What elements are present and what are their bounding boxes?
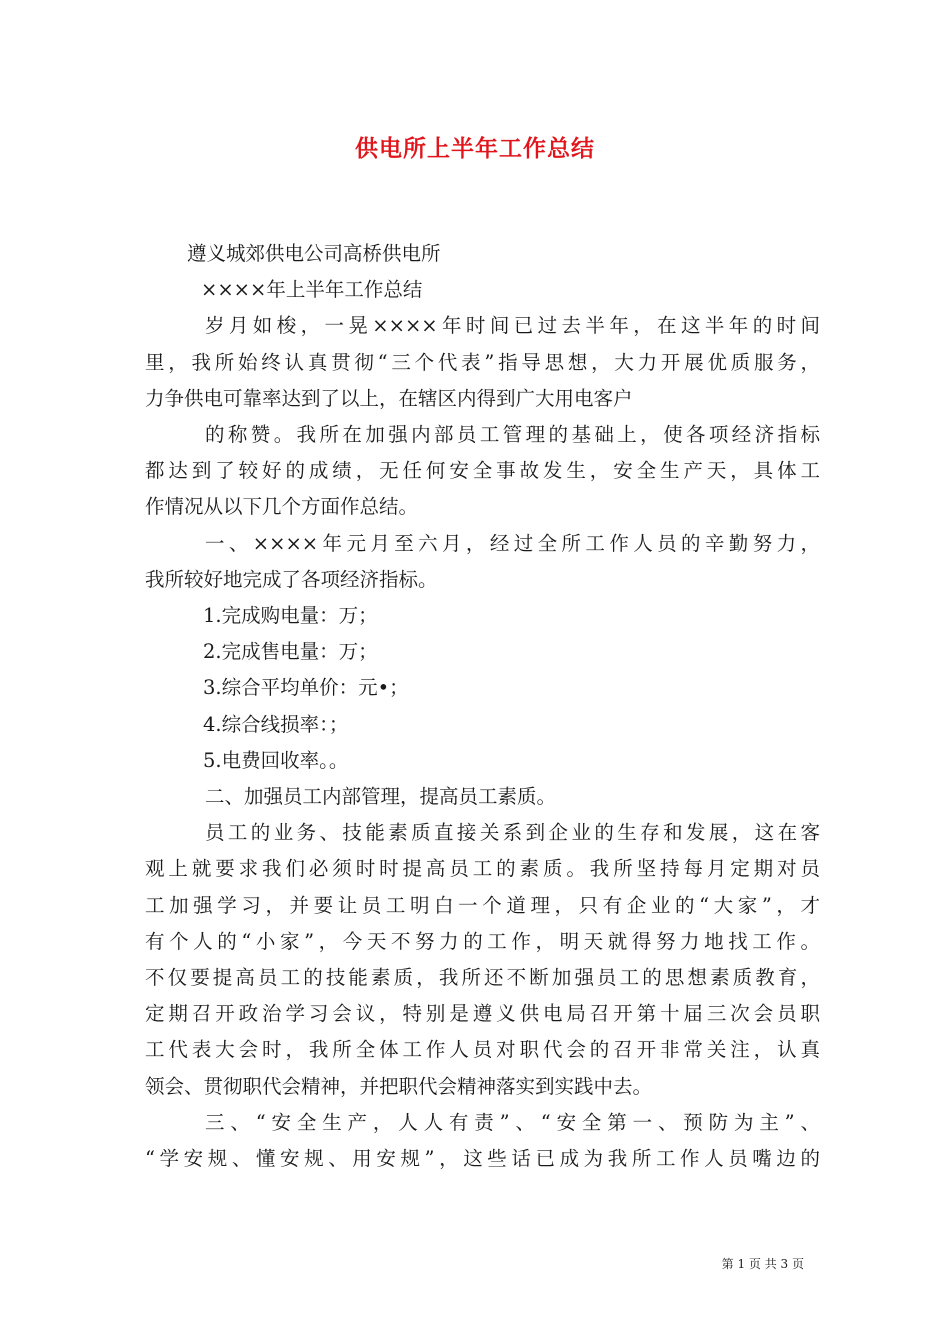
- section-heading-line: 一、××××年元月至六月，经过全所工作人员的辛勤努力，: [205, 531, 820, 555]
- paragraph-line: 工代表大会时，我所全体工作人员对职代会的召开非常关注，认真: [145, 1038, 820, 1062]
- paragraph-line: 都达到了较好的成绩，无任何安全事故发生，安全生产天，具体工: [145, 459, 820, 483]
- list-item: 1.完成购电量：万；: [203, 604, 378, 628]
- paragraph-line: 员工的业务、技能素质直接关系到企业的生存和发展，这在客: [205, 821, 820, 845]
- paragraph-line: 工加强学习，并要让员工明白一个道理，只有企业的“大家”，才: [145, 893, 820, 917]
- section-heading-line: 三、“安全生产，人人有责”、“安全第一、预防为主”、: [205, 1110, 820, 1134]
- paragraph-line: 里，我所始终认真贯彻“三个代表”指导思想，大力开展优质服务，: [145, 350, 820, 374]
- list-item: 2.完成售电量：万；: [203, 640, 378, 664]
- paragraph-line: 不仅要提高员工的技能素质，我所还不断加强员工的思想素质教育，: [145, 966, 820, 990]
- paragraph-line: 岁月如梭，一晃××××年时间已过去半年，在这半年的时间: [205, 314, 820, 338]
- document-title: 供电所上半年工作总结: [355, 135, 595, 162]
- list-item: 4.综合线损率：；: [203, 712, 349, 736]
- org-line: 遵义城郊供电公司高桥供电所: [187, 242, 441, 265]
- paragraph-line: 领会、贯彻职代会精神，并把职代会精神落实到实践中去。: [145, 1074, 653, 1098]
- section-heading-line: 二、加强员工内部管理，提高员工素质。: [205, 785, 557, 809]
- paragraph-line: 我所较好地完成了各项经济指标。: [145, 567, 438, 591]
- document-body: [145, 236, 820, 1177]
- paragraph-line: 作情况从以下几个方面作总结。: [145, 495, 419, 519]
- list-item: 3.综合平均单价：元•；: [203, 676, 409, 700]
- page-number: 第 1 页 共 3 页: [721, 1257, 804, 1271]
- list-item: 5.电费回收率。。: [203, 748, 349, 772]
- paragraph-line: 定期召开政治学习会议，特别是遵义供电局召开第十届三次会员职: [145, 1002, 820, 1026]
- paragraph-line: 有个人的“小家”，今天不努力的工作，明天就得努力地找工作。: [145, 929, 820, 953]
- subtitle-line: ××××年上半年工作总结: [201, 278, 423, 302]
- paragraph-line: “学安规、懂安规、用安规”，这些话已成为我所工作人员嘴边的: [145, 1147, 820, 1171]
- paragraph-line: 力争供电可靠率达到了以上，在辖区内得到广大用电客户: [145, 386, 633, 410]
- paragraph-line: 观上就要求我们必须时时提高员工的素质。我所坚持每月定期对员: [145, 857, 820, 881]
- paragraph-line: 的称赞。我所在加强内部员工管理的基础上，使各项经济指标: [205, 423, 820, 447]
